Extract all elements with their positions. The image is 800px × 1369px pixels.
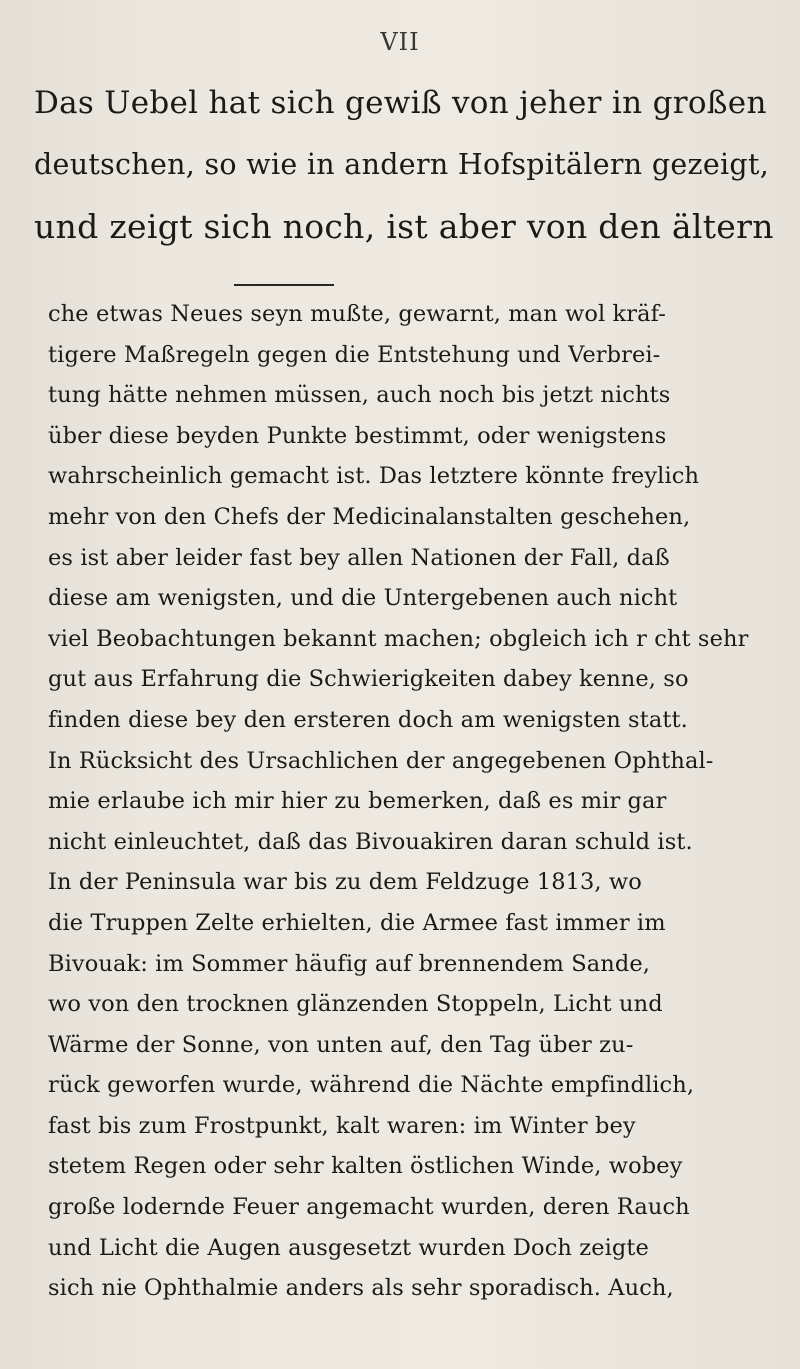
page-number: VII (380, 28, 420, 56)
text-line: In der Peninsula war bis zu dem Feldzuge 1813, wo (48, 869, 642, 896)
text-line: es ist aber leider fast bey allen Nationen der Fall, daß (48, 544, 670, 571)
large-print-passage (34, 72, 774, 258)
text-line: che etwas Neues seyn mußte, gewarnt, man wol kräf- (48, 301, 666, 327)
text-line: deutschen, so wie in andern Hofspitälern gezeigt, (34, 148, 770, 181)
text-line: sich nie Ophthalmie anders als sehr sporadisch. Auch, (48, 1275, 674, 1302)
text-line: gut aus Erfahrung die Schwierigkeiten dabey kenne, so (48, 666, 689, 693)
text-line: Das Uebel hat sich gewiß von jeher in großen (34, 85, 767, 121)
text-line: finden diese bey den ersteren doch am wenigsten statt. (48, 706, 688, 733)
text-line: mehr von den Chefs der Medicinalanstalten geschehen, (48, 503, 691, 530)
text-line: rück geworfen wurde, während die Nächte empfindlich, (48, 1072, 695, 1099)
text-line: diese am wenigsten, und die Untergebenen auch nicht (48, 585, 678, 612)
text-line: stetem Regen oder sehr kalten östlichen Winde, wobey (48, 1153, 683, 1180)
text-line: die Truppen Zelte erhielten, die Armee fast immer im (48, 909, 666, 936)
text-line: nicht einleuchtet, daß das Bivouakiren daran schuld ist. (48, 828, 693, 855)
text-line: und zeigt sich noch, ist aber von den ältern (34, 207, 774, 246)
text-line: wo von den trocknen glänzenden Stoppeln, Licht und (48, 991, 663, 1018)
body-text (48, 294, 760, 1309)
text-line: fast bis zum Frostpunkt, kalt waren: im Winter bey (48, 1112, 636, 1139)
text-line: In Rücksicht des Ursachlichen der angegebenen Ophthal- (48, 747, 714, 774)
text-line: über diese beyden Punkte bestimmt, oder wenigstens (48, 422, 667, 449)
text-line: große lodernde Feuer angemacht wurden, deren Rauch (48, 1194, 690, 1221)
text-line: mie erlaube ich mir hier zu bemerken, daß es mir gar (48, 788, 667, 815)
text-line: tung hätte nehmen müssen, auch noch bis jetzt nichts (48, 382, 671, 409)
text-line: tigere Maßregeln gegen die Entstehung und Verbrei- (48, 341, 661, 368)
text-line: Wärme der Sonne, von unten auf, den Tag über zu- (48, 1031, 634, 1058)
text-line: viel Beobachtungen bekannt machen; obgleich ich r cht sehr (48, 625, 749, 652)
divider-rule (234, 284, 334, 286)
text-line: und Licht die Augen ausgesetzt wurden Doch zeigte (48, 1234, 649, 1261)
text-line: wahrscheinlich gemacht ist. Das letztere könnte freylich (48, 463, 700, 490)
text-line: Bivouak: im Sommer häufig auf brennendem Sande, (48, 950, 651, 977)
